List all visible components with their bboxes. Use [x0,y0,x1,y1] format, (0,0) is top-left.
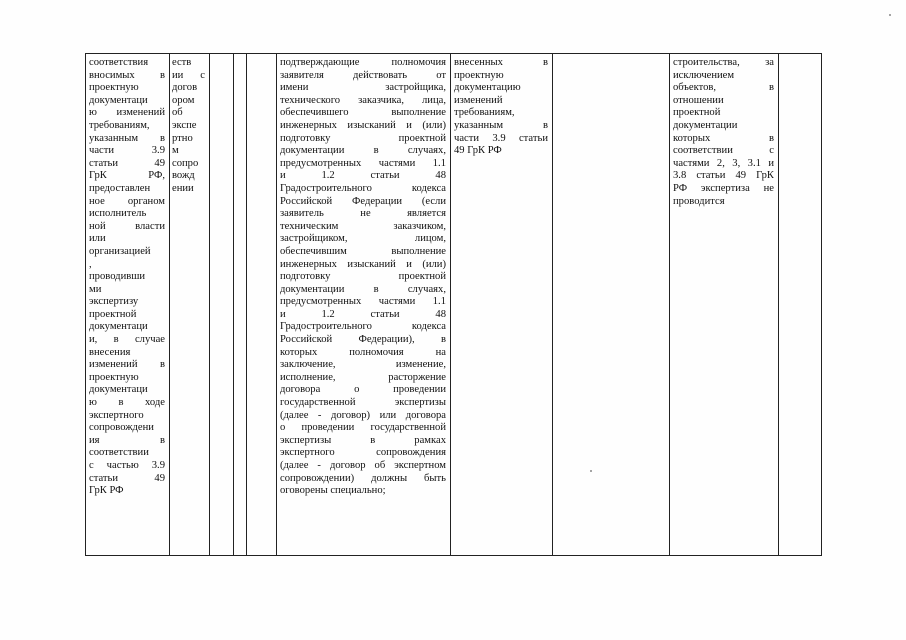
text-line: Градостроительного кодекса [280,182,446,194]
text-line: исключением [673,69,735,81]
column-divider [246,53,247,556]
text-line: отношении [673,94,724,106]
text-line: документаци [89,94,148,106]
text-line: догов [172,82,198,94]
text-line: и 1.2 статьи 48 [280,170,446,182]
text-line: экспертизы в рамках [280,434,446,446]
text-line: заключение, изменение, [280,359,446,371]
text-line: документаци [89,384,148,396]
text-line: изменений [454,94,503,106]
text-line: изменений в [89,359,165,371]
text-line: сопровождени [89,422,154,434]
column-divider [669,53,670,556]
text-line: которых полномочия на [280,346,446,358]
text-line: ртно [172,132,193,144]
text-line: документации в случаях, [280,283,446,295]
text-line: ГрК РФ [89,485,124,497]
text-line: документации в случаях, [280,145,446,157]
text-line: частями 2, 3, 3.1 и [673,157,774,169]
table-top-border [85,53,821,54]
text-line: указанным в [454,119,548,131]
text-line: документаци [89,321,148,333]
text-line: подтверждающие полномочия [280,57,446,68]
text-line: проектной [89,308,137,320]
text-line: еств [172,57,192,68]
column-divider [778,53,779,556]
text-line: которых в [673,132,774,144]
text-line: ГрК РФ, [89,170,165,182]
text-line: застройщиком, лицом, [280,233,446,245]
column-divider [233,53,234,556]
text-line: исполнитель [89,208,147,220]
text-line: ии с [172,69,205,81]
column-divider [821,53,822,556]
text-line: технического заказчика, лица, [280,94,446,106]
text-line: ми [89,283,102,295]
text-line: ю в ходе [89,397,165,409]
text-line: 49 ГрК РФ [454,145,502,157]
text-line: 3.8 статьи 49 ГрК [673,170,774,182]
text-line: заявителя действовать от [280,69,446,81]
column-divider [276,53,277,556]
column-divider [169,53,170,556]
text-line: (далее - договор) или договора [280,409,446,421]
text-line: части 3.9 [89,145,165,157]
scan-speck [889,14,891,16]
text-line: обеспечившего выполнение [280,107,446,119]
cell-changes-requirements-text [454,57,548,158]
text-line: РФ экспертиза не [673,182,774,194]
text-line: части 3.9 статьи [454,132,548,144]
text-line: проектной [673,107,721,119]
text-line: Градостроительного кодекса [280,321,446,333]
text-line: м [172,145,179,157]
text-line: имени застройщика, [280,82,446,94]
text-line: соответствии с [673,145,774,157]
text-line: (далее - договор об экспертном [280,460,446,471]
text-line: и 1.2 статьи 48 [280,308,446,320]
text-line: строительства, за [673,57,774,68]
text-line: подготовку проектной [280,132,446,144]
text-line: ное органом [89,195,165,207]
text-line: инженерных изысканий и (или) [280,119,446,131]
text-line: Российской Федерации (если [280,195,446,207]
text-line: проектную [89,82,139,94]
text-line: оговорены специально; [280,485,386,497]
column-divider [85,53,86,556]
text-line: соответствии [89,447,149,459]
text-line: внесенных в [454,57,548,68]
text-line: договора о проведении [280,384,446,396]
column-divider [209,53,210,556]
text-line: государственной экспертизы [280,397,446,409]
text-line: документации [673,119,738,131]
text-line: о проведении государственной [280,422,446,434]
text-line: внесения [89,346,131,358]
text-line: требованиям, [89,119,150,131]
scan-speck [590,470,592,472]
table-bottom-border [85,555,821,556]
text-line: экспертного [89,409,144,421]
text-line: с частью 3.9 [89,460,165,471]
text-line: сопровождении) должны быть [280,472,446,484]
cell-authority-documents-text [280,57,446,498]
text-line: объектов, в [673,82,774,94]
text-line: требованиям, [454,107,515,119]
column-divider [450,53,451,556]
text-line: предусмотренных частями 1.1 [280,157,446,169]
cell-conformity-text [89,57,165,498]
text-line: указанным в [89,132,165,144]
text-line: предусмотренных частями 1.1 [280,296,446,308]
text-line: вожд [172,170,195,182]
text-line: инженерных изысканий и (или) [280,258,446,270]
text-line: статьи 49 [89,157,165,169]
text-line: техническим заказчиком, [280,220,446,232]
text-line: проектную [89,371,139,383]
text-line: проектную [454,69,504,81]
text-line: организацией [89,245,151,257]
text-line: проводивши [89,271,146,283]
text-line: ении [172,182,194,194]
text-line: обеспечившим выполнение [280,245,446,257]
text-line: заявитель не является [280,208,446,220]
text-line: об [172,107,183,119]
text-line: сопро [172,157,199,169]
text-line: экспертизу [89,296,139,308]
text-line: подготовку проектной [280,271,446,283]
text-line: соответствия [89,57,149,68]
text-line: ором [172,94,195,106]
text-line: экспе [172,119,197,131]
cell-exceptions-text [673,57,774,208]
text-line: ной власти [89,220,165,232]
cell-expert-support-fragment [172,57,205,196]
text-line: ю изменений [89,107,165,119]
text-line: исполнение, расторжение [280,371,446,383]
column-divider [552,53,553,556]
text-line: предоставлен [89,182,151,194]
text-line: , [89,258,92,270]
text-line: документацию [454,82,521,94]
text-line: статьи 49 [89,472,165,484]
text-line: или [89,233,106,245]
text-line: ия в [89,434,165,446]
text-line: Российской Федерации), в [280,334,446,346]
text-line: вносимых в [89,69,165,81]
text-line: проводится [673,195,725,207]
text-line: и, в случае [89,334,165,346]
text-line: экспертного сопровождения [280,447,446,459]
